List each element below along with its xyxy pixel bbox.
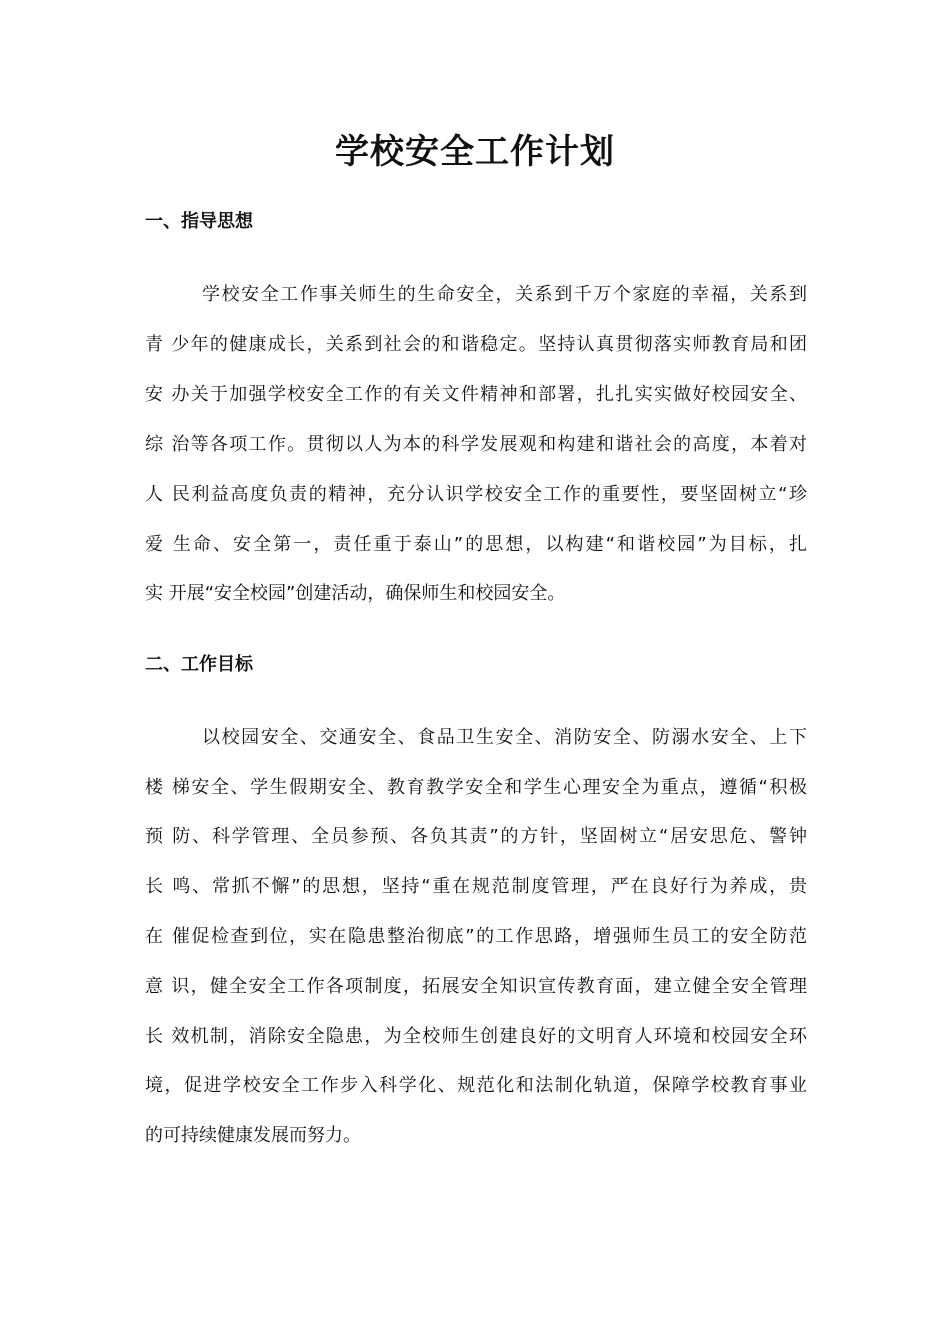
paragraph-line: 以校园安全、交通安全、食品卫生安全、消防安全、防溺水安全、上下 <box>202 727 807 748</box>
paragraph-line: 实 开展“安全校园”创建活动，确保师生和校园安全。 <box>145 583 566 604</box>
section-heading-work-goals: 二、工作目标 <box>145 654 253 675</box>
document-title: 学校安全工作计划 <box>335 132 615 172</box>
paragraph-line: 境，促进学校安全工作步入科学化、规范化和法制化轨道，保障学校教育事业 <box>145 1075 807 1096</box>
paragraph-line: 长 效机制，消除安全隐患，为全校师生创建良好的文明育人环境和校园安全环 <box>145 1026 807 1047</box>
paragraph-line: 人 民利益高度负责的精神，充分认识学校安全工作的重要性，要坚固树立“珍 <box>145 484 807 505</box>
paragraph-line: 在 催促检查到位，实在隐患整治彻底”的工作思路，增强师生员工的安全防范 <box>145 926 807 947</box>
paragraph-line: 爱 生命、安全第一，责任重于泰山”的思想，以构建“和谐校园”为目标，扎 <box>145 534 807 555</box>
paragraph-line: 预 防、科学管理、全员参预、各负其责”的方针，坚固树立“居安思危、警钟 <box>145 826 807 847</box>
paragraph-line: 安 办关于加强学校安全工作的有关文件精神和部署，扎扎实实做好校园安全、 <box>145 384 807 405</box>
section-heading-guiding-ideology: 一、指导思想 <box>145 211 253 232</box>
paragraph-line: 长 鸣、常抓不懈”的思想，坚持“重在规范制度管理，严在良好行为养成，贵 <box>145 876 807 897</box>
paragraph-line: 青 少年的健康成长，关系到社会的和谐稳定。坚持认真贯彻落实师教育局和团 <box>145 334 807 355</box>
paragraph-line: 的可持续健康发展而努力。 <box>145 1125 361 1146</box>
paragraph-line: 学校安全工作事关师生的生命安全，关系到千万个家庭的幸福，关系到 <box>202 284 807 305</box>
paragraph-line: 意 识，健全安全工作各项制度，拓展安全知识宣传教育面，建立健全安全管理 <box>145 976 807 997</box>
paragraph-line: 综 治等各项工作。贯彻以人为本的科学发展观和构建和谐社会的高度，本着对 <box>145 434 807 455</box>
paragraph-line: 楼 梯安全、学生假期安全、教育教学安全和学生心理安全为重点，遵循“积极 <box>145 777 807 798</box>
